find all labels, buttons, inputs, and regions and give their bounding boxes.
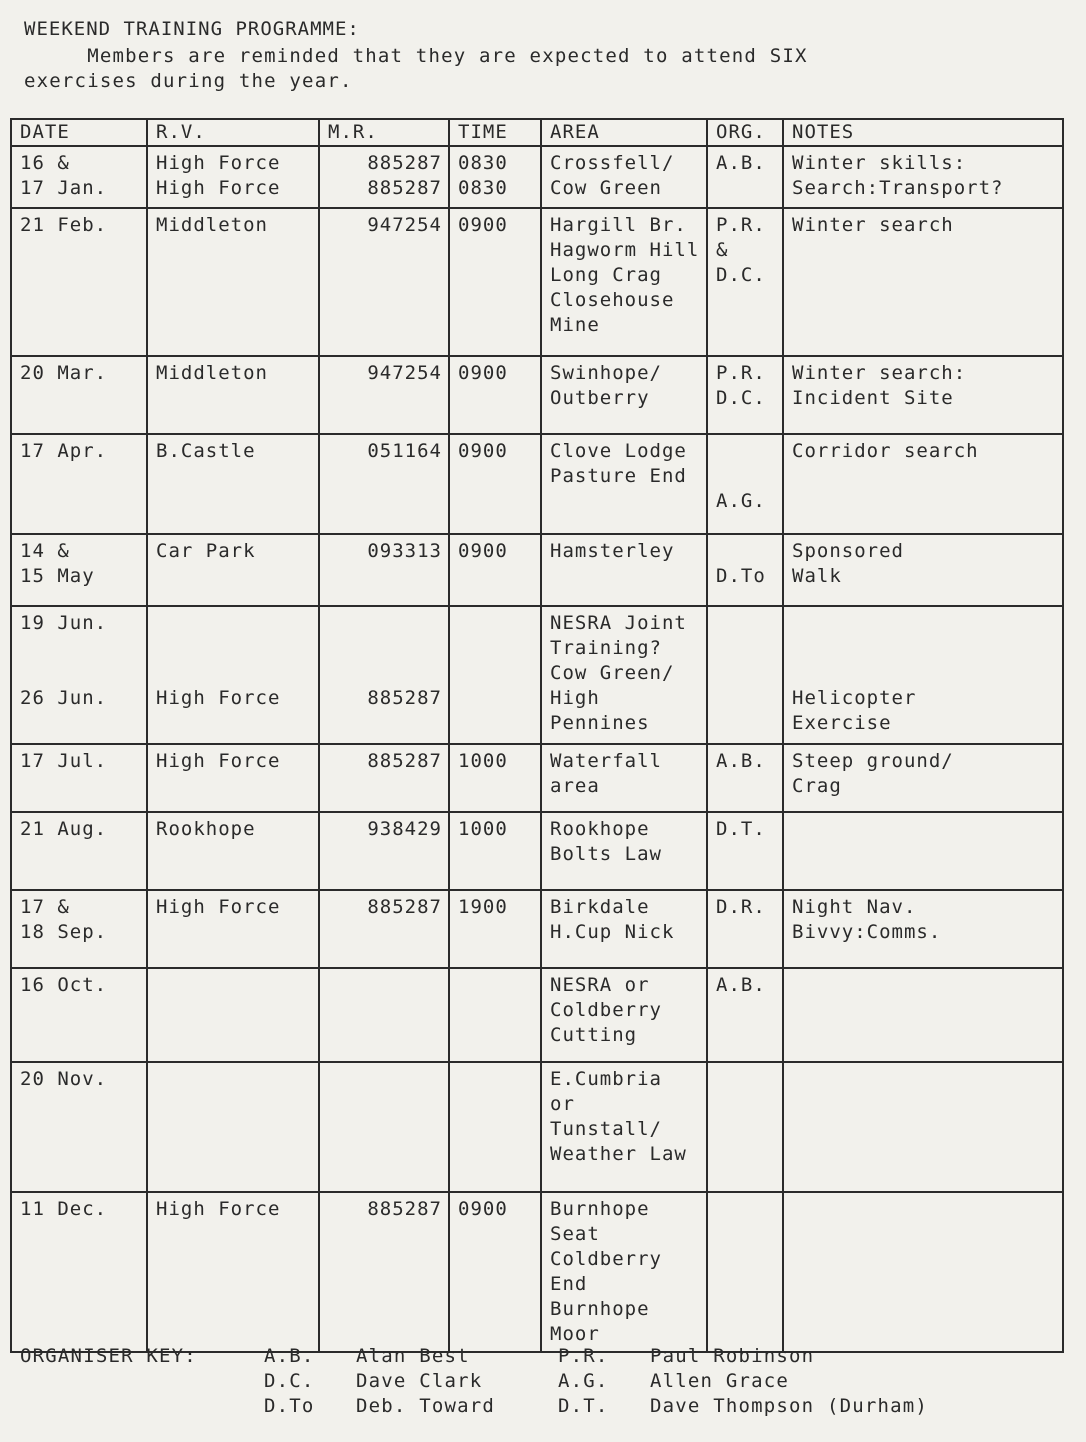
- table-row: [11, 1062, 1063, 1192]
- cell-area: Clove Lodge Pasture End: [541, 434, 707, 534]
- cell-time: [449, 606, 541, 744]
- cell-rv: Middleton: [147, 356, 319, 434]
- table-row: [11, 890, 1063, 968]
- organiser-key-label: ORGANISER KEY:: [20, 1345, 197, 1367]
- cell-rv: High Force: [147, 1192, 319, 1352]
- cell-org: A.B.: [707, 968, 783, 1062]
- table-row: [11, 812, 1063, 890]
- cell-rv: High Force: [147, 606, 319, 744]
- cell-time: 0900: [449, 1192, 541, 1352]
- cell-notes: Sponsored Walk: [783, 534, 1063, 606]
- cell-notes: Winter skills: Search:Transport?: [783, 146, 1063, 208]
- cell-mr: 938429: [319, 812, 449, 890]
- key-code: P.R.: [558, 1345, 609, 1367]
- cell-mr: 885287: [319, 1192, 449, 1352]
- cell-rv: [147, 1062, 319, 1192]
- table-row: [11, 208, 1063, 356]
- key-code: A.B.: [264, 1345, 315, 1367]
- cell-date: 16 Oct.: [11, 968, 147, 1062]
- header-area: AREA: [541, 119, 707, 146]
- cell-mr: 093313: [319, 534, 449, 606]
- header-org: ORG.: [707, 119, 783, 146]
- cell-time: [449, 1062, 541, 1192]
- cell-org: P.R. D.C.: [707, 356, 783, 434]
- cell-mr: 885287 885287: [319, 146, 449, 208]
- key-code: D.C.: [264, 1370, 315, 1392]
- cell-mr: 051164: [319, 434, 449, 534]
- cell-org: A.B.: [707, 744, 783, 812]
- key-name: Allen Grace: [650, 1370, 790, 1392]
- key-code: D.T.: [558, 1395, 609, 1417]
- header-rv: R.V.: [147, 119, 319, 146]
- table-row: [11, 968, 1063, 1062]
- cell-date: 17 & 18 Sep.: [11, 890, 147, 968]
- cell-mr: [319, 1062, 449, 1192]
- header-notes: NOTES: [783, 119, 1063, 146]
- cell-org: D.To: [707, 534, 783, 606]
- programme-heading: WEEKEND TRAINING PROGRAMME:: [24, 18, 360, 40]
- cell-time: 0900: [449, 434, 541, 534]
- table-row: [11, 606, 1063, 744]
- cell-date: 21 Feb.: [11, 208, 147, 356]
- cell-notes: Corridor search: [783, 434, 1063, 534]
- header-time: TIME: [449, 119, 541, 146]
- cell-mr: 947254: [319, 356, 449, 434]
- cell-time: [449, 968, 541, 1062]
- cell-mr: 947254: [319, 208, 449, 356]
- table-row: [11, 356, 1063, 434]
- cell-notes: Helicopter Exercise: [783, 606, 1063, 744]
- cell-time: 1900: [449, 890, 541, 968]
- cell-notes: Night Nav. Bivvy:Comms.: [783, 890, 1063, 968]
- cell-rv: Rookhope: [147, 812, 319, 890]
- header-date: DATE: [11, 119, 147, 146]
- key-name: Deb. Toward: [356, 1395, 496, 1417]
- cell-area: Birkdale H.Cup Nick: [541, 890, 707, 968]
- cell-org: [707, 606, 783, 744]
- cell-area: NESRA or Coldberry Cutting: [541, 968, 707, 1062]
- table-row: [11, 1192, 1063, 1352]
- cell-rv: [147, 968, 319, 1062]
- cell-time: 1000: [449, 812, 541, 890]
- cell-area: NESRA Joint Training? Cow Green/ High Pennines: [541, 606, 707, 744]
- cell-org: D.T.: [707, 812, 783, 890]
- cell-area: Burnhope Seat Coldberry End Burnhope Moor: [541, 1192, 707, 1352]
- table-row: [11, 434, 1063, 534]
- cell-rv: High Force: [147, 890, 319, 968]
- cell-org: D.R.: [707, 890, 783, 968]
- cell-date: 19 Jun. 26 Jun.: [11, 606, 147, 744]
- key-code: A.G.: [558, 1370, 609, 1392]
- cell-area: Hargill Br. Hagworm Hill Long Crag Closehouse Mine: [541, 208, 707, 356]
- cell-rv: Middleton: [147, 208, 319, 356]
- key-name: Dave Thompson (Durham): [650, 1395, 929, 1417]
- table-header-row: [11, 119, 1063, 146]
- cell-mr: 885287: [319, 606, 449, 744]
- cell-date: 11 Dec.: [11, 1192, 147, 1352]
- cell-time: 1000: [449, 744, 541, 812]
- table-row: [11, 534, 1063, 606]
- cell-area: Waterfall area: [541, 744, 707, 812]
- table-row: [11, 744, 1063, 812]
- cell-org: A.B.: [707, 146, 783, 208]
- cell-notes: [783, 812, 1063, 890]
- cell-date: 20 Mar.: [11, 356, 147, 434]
- cell-mr: 885287: [319, 890, 449, 968]
- cell-mr: [319, 968, 449, 1062]
- intro-line-2: exercises during the year.: [24, 70, 353, 92]
- cell-date: 16 & 17 Jan.: [11, 146, 147, 208]
- cell-mr: 885287: [319, 744, 449, 812]
- cell-area: Swinhope/ Outberry: [541, 356, 707, 434]
- cell-time: 0830 0830: [449, 146, 541, 208]
- cell-rv: Car Park: [147, 534, 319, 606]
- cell-notes: [783, 1062, 1063, 1192]
- cell-org: [707, 1192, 783, 1352]
- cell-time: 0900: [449, 534, 541, 606]
- key-name: Paul Robinson: [650, 1345, 815, 1367]
- cell-rv: High Force High Force: [147, 146, 319, 208]
- cell-notes: [783, 968, 1063, 1062]
- cell-time: 0900: [449, 208, 541, 356]
- intro-line-1: Members are reminded that they are expected to attend SIX: [24, 45, 808, 67]
- cell-area: Crossfell/ Cow Green: [541, 146, 707, 208]
- cell-org: A.G.: [707, 434, 783, 534]
- training-programme-table: [10, 118, 1064, 1353]
- cell-rv: B.Castle: [147, 434, 319, 534]
- cell-time: 0900: [449, 356, 541, 434]
- cell-rv: High Force: [147, 744, 319, 812]
- cell-notes: Steep ground/ Crag: [783, 744, 1063, 812]
- cell-area: Rookhope Bolts Law: [541, 812, 707, 890]
- key-name: Dave Clark: [356, 1370, 483, 1392]
- cell-date: 21 Aug.: [11, 812, 147, 890]
- table-row: [11, 146, 1063, 208]
- cell-notes: Winter search: [783, 208, 1063, 356]
- cell-area: Hamsterley: [541, 534, 707, 606]
- intro-paragraph: [24, 44, 1024, 94]
- cell-org: P.R. & D.C.: [707, 208, 783, 356]
- cell-area: E.Cumbria or Tunstall/ Weather Law: [541, 1062, 707, 1192]
- key-code: D.To: [264, 1395, 315, 1417]
- cell-notes: Winter search: Incident Site: [783, 356, 1063, 434]
- cell-date: 14 & 15 May: [11, 534, 147, 606]
- cell-date: 20 Nov.: [11, 1062, 147, 1192]
- cell-org: [707, 1062, 783, 1192]
- key-name: Alan Best: [356, 1345, 470, 1367]
- cell-date: 17 Jul.: [11, 744, 147, 812]
- cell-date: 17 Apr.: [11, 434, 147, 534]
- header-mr: M.R.: [319, 119, 449, 146]
- cell-notes: [783, 1192, 1063, 1352]
